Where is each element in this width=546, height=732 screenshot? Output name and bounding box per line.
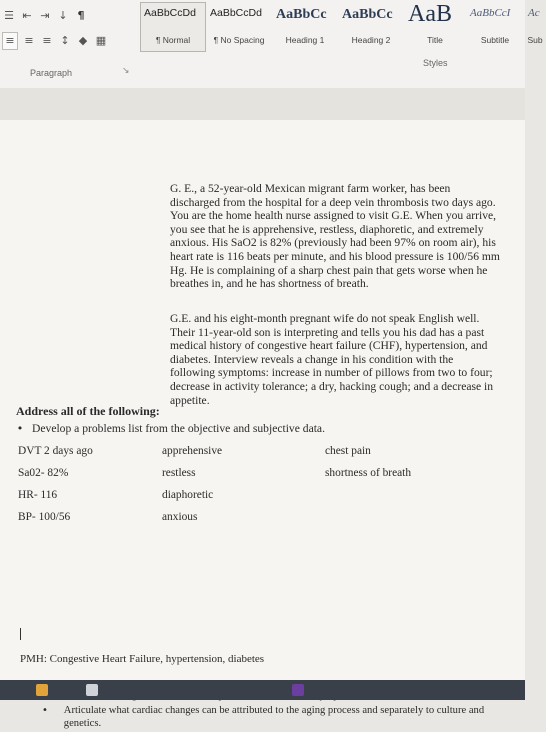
scenario-paragraph-2: G.E. and his eight-month pregnant wife do not speak English well. Their 11-year-old son is interpreting and tells you his dad has a past medical history of congestive heart failure (CHF), hypertension, and diabetes. Interview reveals a change in his condition with the following symptoms: increase in number of pillows from two to four; decrease in activity tolerance; a dry, hacking cough; and a decrease in appetite. [170,312,494,407]
style-preview: AaBbCcDd [144,7,196,19]
style-preview: AaB [408,1,452,27]
align-left-icon[interactable]: ≡ [2,32,18,50]
paragraph-group-label: Paragraph [30,68,73,78]
bullet-icon: • [16,422,24,435]
list-item: chest pain [325,445,371,457]
increase-indent-icon[interactable]: ⇥ [40,9,50,22]
style-more[interactable] [524,2,546,52]
multilevel-list-icon[interactable]: ☰ [4,9,14,22]
list-item [42,705,512,731]
line-spacing-icon[interactable]: ↕ [60,34,70,47]
style-name: ¶ No Spacing [213,35,265,45]
center-icon[interactable]: ≡ [24,34,34,47]
paragraph-launcher-icon[interactable]: ↘ [122,66,130,76]
scenario-paragraph-1: G. E., a 52-year-old Mexican migrant farm worker, has been discharged from the hospital for a deep vein thrombosis two days ago. You are the home health nurse assigned to visit G.E. When you arrive, you see that he is apprehensive, restless, diaphoretic, and extremely anxious. His SaO2 is 82% (previously had been 97% on room air), his heart rate is 116 beats per minute, and his blood pressure is 100/56 mm Hg. He is complaining of a sharp chest pain that gets worse when he breathes in, and he has shortness of breath. [170,182,500,291]
bullet-text: Develop a problems list from the objective and subjective data. [32,422,325,435]
app-icon[interactable] [86,684,98,696]
list-item: DVT 2 days ago [18,445,93,457]
complaints-column [325,440,411,484]
folder-icon[interactable] [36,684,48,696]
list-item: diaphoretic [162,489,214,501]
list-item: HR- 116 [18,489,58,501]
objective-data-column [18,440,93,528]
style-preview: AaBbCc [276,7,327,22]
list-item: shortness of breath [325,467,412,479]
style-heading-2[interactable] [338,2,404,52]
bullet-icon: • [42,704,48,716]
paragraph-group [2,4,138,56]
decrease-indent-icon[interactable]: ⇤ [22,9,32,22]
style-preview: AaBbCcI [470,7,511,19]
taskbar [0,680,525,700]
style-name: Title [427,35,443,45]
sort-icon[interactable]: ↓ [58,9,68,22]
style-title[interactable] [404,2,466,52]
pmh-line: PMH: Congestive Heart Failure, hypertension, diabetes [20,653,265,665]
symptoms-column [162,440,222,528]
style-name: Subtitle [480,35,510,45]
style-normal[interactable] [140,2,206,52]
section-heading: Address all of the following: [16,404,160,418]
list-item: anxious [162,511,198,523]
list-item: apprehensive [162,445,223,457]
justify-icon[interactable]: ≡ [42,34,52,47]
app-icon[interactable] [292,684,304,696]
list-item: restless [162,467,196,479]
list-item: Sa02- 82% [18,467,69,479]
list-item: BP- 100/56 [18,511,71,523]
style-name: ¶ Normal [155,35,191,45]
style-subtitle[interactable] [466,2,524,52]
styles-gallery [140,1,543,54]
style-name: Sub [527,35,543,45]
style-preview: AaBbCc [342,7,393,22]
style-preview: AaBbCcDd [210,7,262,19]
show-formatting-icon[interactable]: ¶ [77,9,85,22]
shading-icon[interactable]: ◆ [78,34,88,47]
document-page[interactable] [0,120,525,729]
list-item [16,422,325,435]
style-preview: Ac [528,7,540,19]
style-name: Heading 1 [285,35,325,45]
bullet-text: Articulate what cardiac changes can be attributed to the aging process and separately to culture and genetics. [63,704,485,729]
style-name: Heading 2 [351,35,391,45]
style-heading-1[interactable] [272,2,338,52]
styles-group-label: Styles [423,58,448,68]
style-no-spacing[interactable] [206,2,272,52]
borders-icon[interactable]: ▦ [95,34,107,47]
ribbon [0,0,543,89]
text-cursor [20,628,21,640]
